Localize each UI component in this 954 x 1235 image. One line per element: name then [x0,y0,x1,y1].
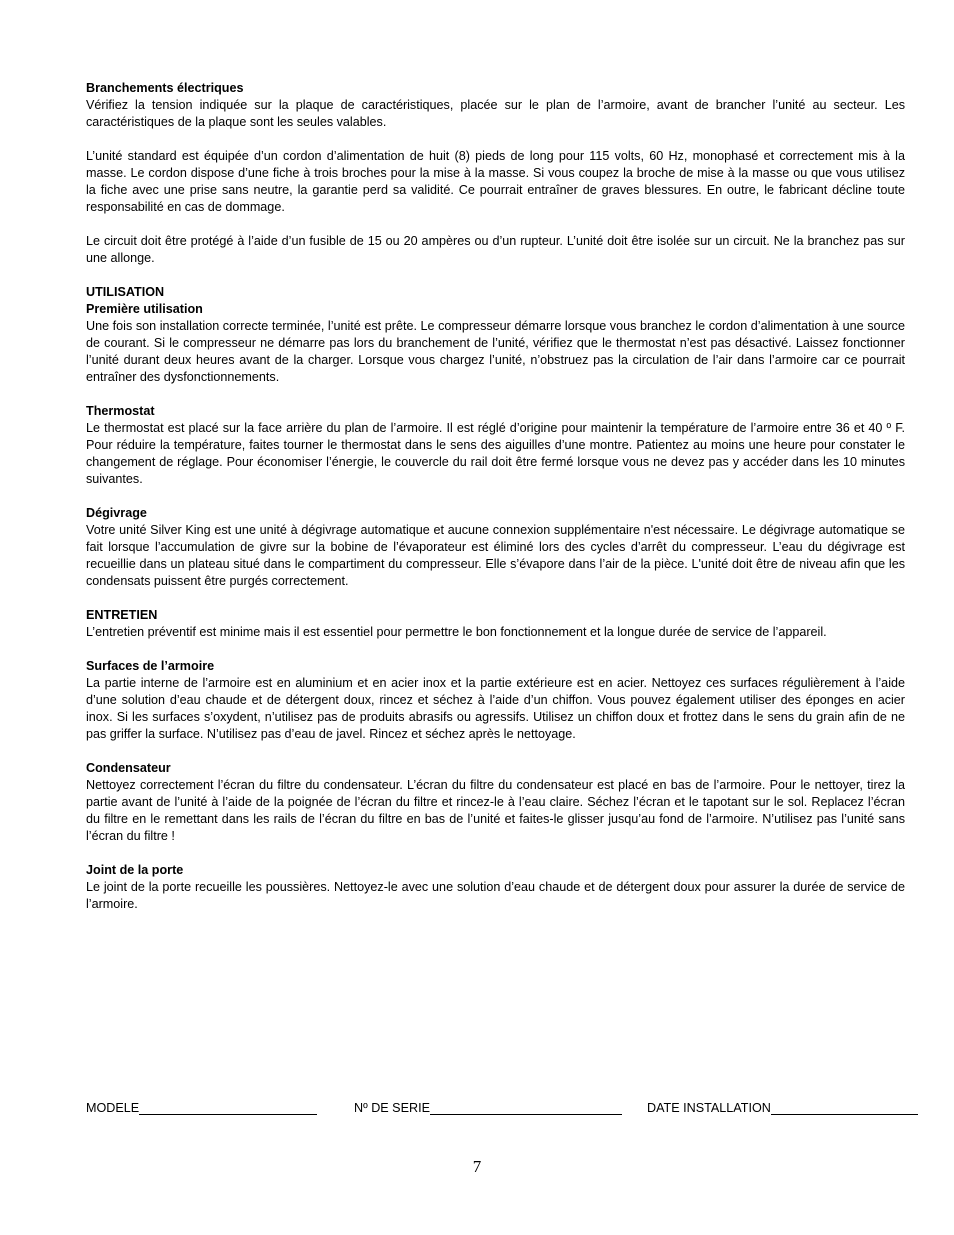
section-entretien [86,607,905,641]
section-subtitle: Première utilisation [86,302,203,316]
paragraph: Le circuit doit être protégé à l’aide d’un fusible de 15 ou 20 ampères ou d’un rupteur. L’unité doit être isolée sur un circuit. Ne la branchez pas sur une allonge. [86,234,905,265]
section-branchements [86,80,905,267]
section-title: Dégivrage [86,506,147,520]
modele-blank-line[interactable] [139,1100,317,1115]
document-body [86,80,905,930]
paragraph: L’entretien préventif est minime mais il est essentiel pour permettre le bon fonctionnement et la longue durée de service de l’appareil. [86,625,827,639]
paragraph: Le joint de la porte recueille les poussières. Nettoyez-le avec une solution d’eau chaude et de détergent doux pour assurer la durée de service de l’armoire. [86,880,905,911]
date-blank-line[interactable] [771,1100,918,1115]
section-surfaces [86,658,905,743]
section-title: Branchements électriques [86,81,244,95]
registration-footer [86,1100,918,1120]
paragraph: Nettoyez correctement l’écran du filtre du condensateur. L’écran du filtre du condensateur est placé en bas de l’armoire. Pour le nettoyer, tirez la partie avant de l’unité à l’aide de la poignée de l’écran du filtre et rincez-le à l’eau claire. Séchez l’écran et le tapotant sur le sol. Replacez l’écran du filtre en le remettant dans les rails de l’écran du filtre en bas de l’unité et faites-le glisser jusqu’au fond de l’armoire. N’utilisez pas l’unité sans l’écran du filtre ! [86,778,905,843]
modele-field[interactable] [86,1100,317,1115]
serie-field[interactable] [354,1100,622,1115]
section-degivrage [86,505,905,590]
paragraph: La partie interne de l’armoire est en aluminium et en acier inox et la partie extérieure est en acier. Nettoyez ces surfaces régulièrement à l’aide d’une solution d’eau chaude et de détergent doux, rincez et séchez à l’aide d’un chiffon. Vous pouvez également utiliser des éponges en acier inox. Si les surfaces s’oxydent, n’utilisez pas de produits abrasifs ou agressifs. Utilisez un chiffon doux et frottez dans le sens du grain afin de ne pas griffer la surface. N’utilisez pas d’eau de javel. Rincez et séchez après le nettoyage. [86,676,905,741]
section-title: UTILISATION [86,285,165,299]
paragraph: Le thermostat est placé sur la face arrière du plan de l’armoire. Il est réglé d’origine pour maintenir la température de l’armoire entre 36 et 40 º F. Pour réduire la température, faites tourner le thermostat dans le sens des aiguilles d’une montre. Patientez au moins une heure pour constater le changement de réglage. Pour économiser l’énergie, le couvercle du rail doit être fermé lorsque vous ne devez pas y accéder dans les 10 minutes suivantes. [86,421,905,486]
section-joint [86,862,905,913]
section-title: Thermostat [86,404,155,418]
serie-label: Nº DE SERIE [354,1101,430,1115]
section-thermostat [86,403,905,488]
section-title: Condensateur [86,761,171,775]
paragraph: Votre unité Silver King est une unité à dégivrage automatique et aucune connexion supplémentaire n'est nécessaire. Le dégivrage automatique se fait lorsque l’accumulation de givre sur la bobine de l’évaporateur est éliminé lors des cycles d’arrêt du compresseur. L’eau du dégivrage est recueillie dans un plateau situé dans le compartiment du compresseur. Elle s’évapore dans l’air de la pièce. L'unité doit être de niveau afin que les condensats puissent être purgés correctement. [86,523,905,588]
date-installation-label: DATE INSTALLATION [647,1101,771,1115]
paragraph: Vérifiez la tension indiquée sur la plaque de caractéristiques, placée sur le plan de l’armoire, avant de brancher l’unité au secteur. Les caractéristiques de la plaque sont les seules valables. [86,98,905,129]
section-title: Joint de la porte [86,863,184,877]
paragraph: Une fois son installation correcte terminée, l’unité est prête. Le compresseur démarre lorsque vous branchez le cordon d’alimentation à une source de courant. Si le compresseur ne démarre pas lors du branchement de l’unité, vérifiez que le thermostat n’est pas désactivé. Laissez fonctionner l’unité durant deux heures avant de la charger. Lorsque vous chargez l’unité, n’obstruez pas la circulation de l’air dans l’armoire car ce pourrait entraîner des dysfonctionnements. [86,319,905,384]
section-condensateur [86,760,905,845]
page-number: 7 [472,1157,482,1176]
modele-label: MODELE [86,1101,140,1115]
section-title: Surfaces de l’armoire [86,659,215,673]
date-installation-field[interactable] [647,1100,918,1115]
serie-blank-line[interactable] [430,1100,622,1115]
section-utilisation [86,284,905,386]
paragraph: L’unité standard est équipée d’un cordon d’alimentation de huit (8) pieds de long pour 115 volts, 60 Hz, monophasé et correctement mis à la masse. Le cordon dispose d’une fiche à trois broches pour la mise à la masse. Si vous coupez la broche de mise à la masse ou que vous utilisez la fiche avec une prise sans neutre, la garantie perd sa validité. Ce pourrait entraîner de graves blessures. En outre, le fabricant décline toute responsabilité en cas de dommage. [86,149,905,214]
section-title: ENTRETIEN [86,608,158,622]
